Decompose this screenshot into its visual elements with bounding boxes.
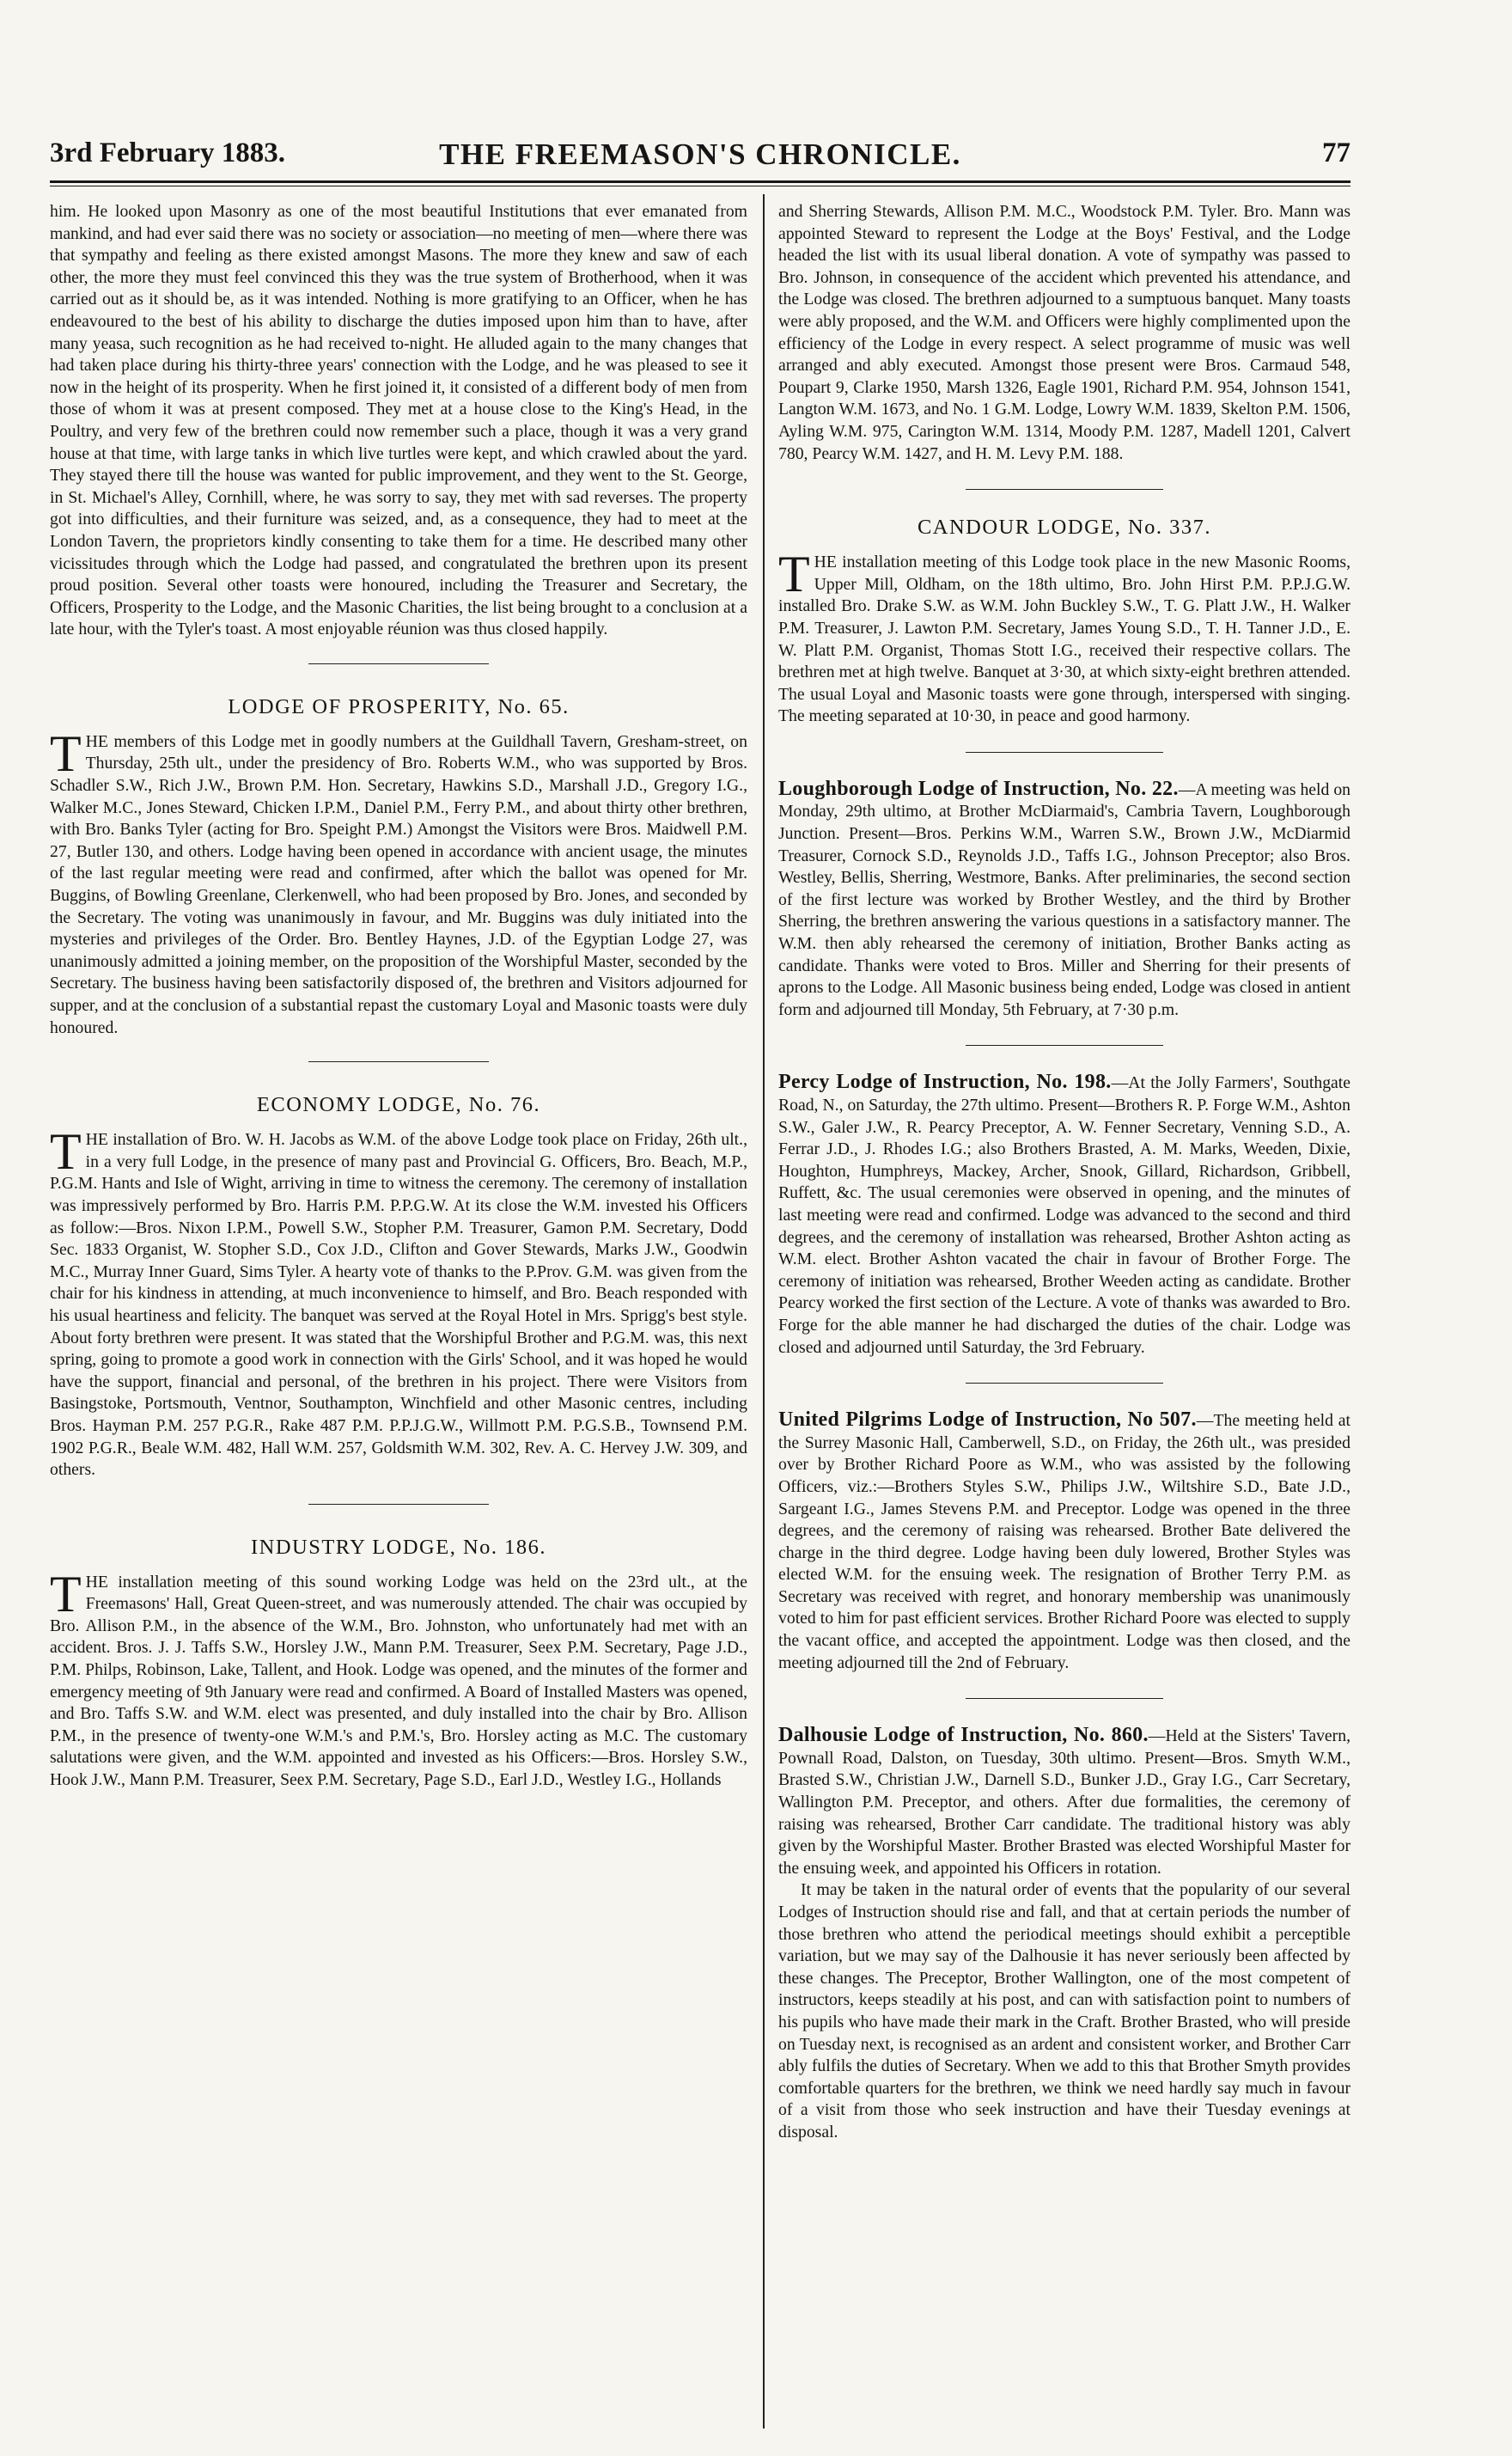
article-prosperity xyxy=(50,724,747,1039)
article-industry-text: HE installation meeting of this sound working Lodge was held on the 23rd ult., at the Freemasons' Hall, Great Queen-street, and was numerously attended. The chair was occupied by Bro. Allison P.M., in the absence of the W.M., Bro. Johnston, who unfortunately had met with an accident. Bros. J. J. Taffs S.W., Horsley J.W., Mann P.M. Treasurer, Seex P.M. Secretary, Page J.D., P.M. Philps, Robinson, Lake, Tallent, and Hook. Lodge was opened, and the minutes of the former and emergency meeting of 9th January were read and confirmed. A Board of Installed Masters was opened, and Bro. Taffs S.W. and W.M. elect was presented, and duly installed into the chair by Bro. Allison P.M., in the presence of twenty-one W.M.'s and P.M.'s, Bro. Horsley acting as M.C. The customary salutations were given, and the W.M. appointed and invested as his Officers:—Bros. Horsley S.W., Hook J.W., Mann P.M. Treasurer, Seex P.M. Secretary, Page S.D., Earl J.D., Westley I.G., Hollands xyxy=(50,1572,747,1790)
section-divider xyxy=(966,752,1163,753)
section-divider xyxy=(966,1698,1163,1699)
article-candour xyxy=(778,546,1350,728)
section-title-industry: INDUSTRY LODGE, No. 186. xyxy=(250,1535,547,1559)
article-prosperity-text: HE members of this Lodge met in goodly numbers at the Guildhall Tavern, Gresham-street, on Thursday, 25th ult., under the presidency of Bro. Roberts W.M., who was supported by Bros. Schadler S.W., Rich J.W., Brown P.M. Hon. Secretary, Hawkins S.D., Marshall J.D., Gregory I.G., Walker M.C., Jones Steward, Chicken I.P.M., Daniel P.M., Ferry P.M., and about thirty other brethren, with Bro. Banks Tyler (acting for Bro. Speight P.M.) Amongst the Visitors were Bros. Maidwell P.M. 27, Butler 130, and others. Lodge having been opened in accordance with ancient usage, the minutes of the last regular meeting were read and confirmed, after which the ballot was opened for Mr. Buggins, of Bowling Greenlane, Clerkenwell, who had been proposed by Bro. Jones, and seconded by the Secretary. The voting was unanimously in favour, and Mr. Buggins was duly initiated into the mysteries and privileges of the Order. Bro. Bentley Haynes, J.D. of the Egyptian Lodge 27, was unanimously admitted a joining member, on the proposition of the Worshipful Master, seconded by the Secretary. The business having been satisfactorily disposed of, the brethren and Visitors adjourned for supper, and at the conclusion of a substantial repast the customary Loyal and Masonic toasts were duly honoured. xyxy=(50,731,747,1037)
article-united-pilgrims xyxy=(778,1409,1350,1674)
article-dalhousie xyxy=(778,1725,1350,1879)
article-loughborough xyxy=(778,779,1350,1022)
section-title-economy: ECONOMY LODGE, No. 76. xyxy=(256,1093,541,1117)
article-dalhousie-text: —Held at the Sisters' Tavern, Pownall Road, Dalston, on Tuesday, 30th ultimo. Present—Bros. Smyth W.M., Brasted S.W., Christian J.W., Darnell S.D., Bunker J.D., Gray I.G., Carr Secretary, Wallington P.M. Preceptor, and others. After due formalities, the ceremony of raising was rehearsed, Brother Carr candidate. The traditional history was ably given by the Worshipful Master. Brother Brasted was elected Worshipful Master for the ensuing week, and appointed his Officers in rotation. xyxy=(778,1726,1350,1878)
article-percy-text: —At the Jolly Farmers', Southgate Road, N., on Saturday, the 27th ultimo. Present—Brothers R. P. Forge W.M., Ashton S.W., Galer J.W., R. Pearcy Preceptor, A. W. Fenner Secretary, Venning S.D., A. Ferrar J.D., J. Rhodes I.G.; also Brothers Brasted, A. M. Marks, Weeden, Dixie, Houghton, Humphreys, Mackey, Archer, Snook, Gillard, Richardson, Gribbell, Ruffett, &c. The usual ceremonies were observed in opening, and the minutes of last meeting were read and confirmed. Lodge was advanced to the second and third degrees, and the ceremony of installation was rehearsed, Brother Ashton acting as W.M. elect. Brother Ashton vacated the chair in favour of Brother Forge. The ceremony of initiation was rehearsed, Brother Weeden acting as candidate. Brother Pearcy worked the first section of the Lecture. A vote of thanks was awarded to Bro. Forge for the able manner he had discharged the duties of the chair. Lodge was closed and adjourned until Saturday, the 3rd February. xyxy=(778,1073,1350,1357)
right-column xyxy=(778,201,1350,2444)
page-header xyxy=(50,137,1350,182)
runin-title-loughborough: Loughborough Lodge of Instruction, No. 22. xyxy=(778,777,1179,800)
issue-date: 3rd February 1883. xyxy=(50,137,286,168)
drop-cap: T xyxy=(50,724,82,782)
article-economy xyxy=(50,1123,747,1482)
section-divider xyxy=(308,1504,489,1505)
drop-cap: T xyxy=(50,1565,82,1622)
header-rule xyxy=(50,180,1350,183)
article-economy-text: HE installation of Bro. W. H. Jacobs as W.M. of the above Lodge took place on Friday, 26th ult., in a very full Lodge, in the presence of many past and Provincial G. Officers, Bro. Beach, M.P., P.G.M. Hants and Isle of Wight, arriving in time to witness the ceremony. The ceremony of installation was impressively performed by Bro. Harris P.M. P.P.G.W. At its close the W.M. invested his Officers as follow:—Bros. Nixon I.P.M., Powell S.W., Stopher P.M. Treasurer, Gamon P.M. Secretary, Dodd Sec. 1833 Organist, W. Stopher S.D., Cox J.D., Clifton and Gover Stewards, Marks J.W., Goodwin M.C., Murray Inner Guard, Sims Tyler. A hearty vote of thanks to the P.Prov. G.M. was given from the chair for his kindness in attending, at much inconvenience to himself, and Bro. Beach responded with his usual heartiness and felicity. The banquet was served at the Royal Hotel in Mrs. Sprigg's best style. About forty brethren were present. It was stated that the Worshipful Brother and P.G.M. was, this next spring, going to promote a good work in connection with the Girls' School, and it was hoped he would have the support, financial and personal, of the brethren in his project. There were Visitors from Basingstoke, Portsmouth, Ventnor, Southampton, Winchfield and other Masonic centres, including Bros. Hayman P.M. 257 P.G.R., Rake 487 P.M. P.P.J.G.W., Willmott P.M. P.G.S.B., Townsend P.M. 1902 P.G.R., Beale W.M. 482, Hall W.M. 257, Goldsmith W.M. 302, Rev. A. C. Hervey J.W. 309, and others. xyxy=(50,1130,747,1480)
left-column xyxy=(50,201,747,2444)
drop-cap: T xyxy=(50,1123,82,1181)
article-percy xyxy=(778,1072,1350,1359)
section-title-prosperity: LODGE OF PROSPERITY, No. 65. xyxy=(228,694,570,718)
drop-cap: T xyxy=(778,546,810,603)
article-dalhousie-commentary: It may be taken in the natural order of events that the popularity of our several Lodges of Instruction should rise and fall, and that at certain periods the number of those brethren who attend the periodical meetings should exhibit a perceptible variation, but we may say of the Dalhousie it has never seriously been affected by these changes. The Preceptor, Brother Wallington, one of the most competent of instructors, keeps steadily at his post, and can with satisfaction point to numbers of his pupils who have made their mark in the Craft. Brother Brasted, who will preside on Tuesday next, is recognised as an ardent and consistent worker, and Brother Carr ably fulfils the duties of Secretary. When we add to this that Brother Smyth provides comfortable quarters for the brethren, we think we need hardly say much in favour of a visit from those who seek instruction and have their Tuesday evenings at disposal. xyxy=(778,1880,1350,2141)
section-divider xyxy=(966,489,1163,490)
article-united-pilgrims-text: —The meeting held at the Surrey Masonic Hall, Camberwell, S.D., on Friday, the 26th ult., was presided over by Brother Richard Poore as W.M., who was assisted by the following Officers, viz.:—Brothers Styles S.W., Philips J.W., Wiltshire S.D., Bate J.D., Sargeant I.G., James Stevens P.M. and Preceptor. Lodge was opened in the three degrees, and the ceremony of raising was rehearsed. Brother Bate delivered the charge in the third degree. Lodge having been duly lowered, Brother Styles was elected W.M. for the ensuing week. The resignation of Brother Terry P.M. as Secretary was received with regret, and honorary membership was unanimously voted to him for past efficient services. Brother Richard Poore was elected to supply the vacant office, and accepted the appointment. Lodge was then closed, and the meeting adjourned till the 2nd of February. xyxy=(778,1411,1350,1672)
column-divider xyxy=(763,194,765,2429)
article-candour-text: HE installation meeting of this Lodge took place in the new Masonic Rooms, Upper Mill, Oldham, on the 18th ultimo, Bro. John Hirst P.M. P.P.J.G.W. installed Bro. Drake S.W. as W.M. John Buckley S.W., T. G. Platt J.W., H. Walker P.M. Treasurer, J. Lawton P.M. Secretary, James Young S.D., T. H. Tanner J.D., E. W. Platt P.M. Organist, Thomas Stott I.G., received their respective collars. The brethren met at high twelve. Banquet at 3·30, at which sixty-eight brethren attended. The usual Loyal and Masonic toasts were gone through, interspersed with singing. The meeting separated at 10·30, in peace and good harmony. xyxy=(778,553,1350,726)
runin-title-percy: Percy Lodge of Instruction, No. 198. xyxy=(778,1071,1112,1094)
article-industry xyxy=(50,1565,747,1792)
runin-title-united-pilgrims: United Pilgrims Lodge of Instruction, No 507. xyxy=(778,1408,1197,1432)
article-loughborough-text: —A meeting was held on Monday, 29th ultimo, at Brother McDiarmaid's, Cambria Tavern, Loughborough Junction. Present—Bros. Perkins W.M., Warren S.W., Brown J.W., McDiarmid Treasurer, Cornock S.D., Reynolds J.D., Taffs I.G., Johnson Preceptor; also Bros. Westley, Bellis, Sherring, Westmore, Banks. After preliminaries, the second section of the first lecture was worked by Brother Westley, and the third by Brother Sherring, the brethren answering the various questions in a satisfactory manner. The W.M. then ably rehearsed the ceremony of initiation, Brother Banks acting as candidate. Thanks were voted to Bros. Miller and Sherring for their presents of aprons to the Lodge. All Masonic business being ended, Lodge was closed in antient form and adjourned till Monday, 5th February, at 7·30 p.m. xyxy=(778,779,1350,1019)
section-title-candour: CANDOUR LODGE, No. 337. xyxy=(917,516,1212,540)
masthead-title: THE FREEMASON'S CHRONICLE. xyxy=(439,137,961,171)
section-divider xyxy=(308,663,489,664)
continued-article: him. He looked upon Masonry as one of the most beautiful Institutions that ever emanated from mankind, and had ever said there was no society or association—no meeting of men—where there was that sympathy and feeling as there existed amongst Masons. The more they knew and saw of each other, the more they must feel convinced this they was the true system of Brotherhood, when it was carried out as it should be, as it was intended. Nothing is more gratifying to an Officer, when he has endeavoured to the best of his ability to discharge the duties imposed upon him than to have, after many yeasa, such recognition as he had received to-night. He alluded again to the many changes that had taken place during his thirty-three years' connection with the Lodge, and he was pleased to see it now in the height of its prosperity. When he first joined it, it consisted of a different body of men from those of whom it was at present composed. They met at a house close to the King's Head, in the Poultry, and very few of the brethren could now remember such a place, though it was a very grand house at that time, with large tanks in which live turtles were kept, and which crawled about the yard. They stayed there till the house was wanted for public improvement, and they went to the St. George, in St. Michael's Alley, Cornhill, where, he was sorry to say, they met with sad reverses. The property got into difficulties, and their furniture was seized, and, as a consequence, they had to meet at the London Tavern, the proprietors kindly consenting to take them for a time. He described many other vicissitudes through which the Lodge had passed, and congratulated the brethren upon its present proud position. Several other toasts were honoured, including the Treasurer and Secretary, the Officers, Prosperity to the Lodge, and the Masonic Charities, the list being brought to a conclusion at a late hour, with the Tyler's toast. A most enjoyable réunion was thus closed happily. xyxy=(50,202,747,639)
page-number: 77 xyxy=(1322,137,1350,168)
continued-article-industry: and Sherring Stewards, Allison P.M. M.C., Woodstock P.M. Tyler. Bro. Mann was appointed Steward to represent the Lodge at the Boys' Festival, and the Lodge headed the list with its usual liberal donation. A vote of sympathy was passed to Bro. Johnson, in consequence of the accident which prevented his attendance, and the Lodge was closed. The brethren adjourned to a sumptuous banquet. Many toasts were ably proposed, and the W.M. and Officers were highly complimented upon the efficiency of the Lodge in every respect. A select programme of music was well arranged and ably executed. Amongst those present were Bros. Carmaud 548, Poupart 9, Clarke 1950, Marsh 1326, Eagle 1901, Richard P.M. 954, Johnson 1541, Langton W.M. 1673, and No. 1 G.M. Lodge, Lowry W.M. 1839, Skelton P.M. 1506, Ayling W.M. 975, Carington W.M. 1314, Moody P.M. 1287, Madell 1201, Calvert 780, Pearcy W.M. 1427, and H. M. Levy P.M. 188. xyxy=(778,202,1350,463)
section-divider xyxy=(966,1383,1163,1384)
section-divider xyxy=(308,1061,489,1062)
runin-title-dalhousie: Dalhousie Lodge of Instruction, No. 860. xyxy=(778,1724,1149,1747)
section-divider xyxy=(966,1045,1163,1046)
